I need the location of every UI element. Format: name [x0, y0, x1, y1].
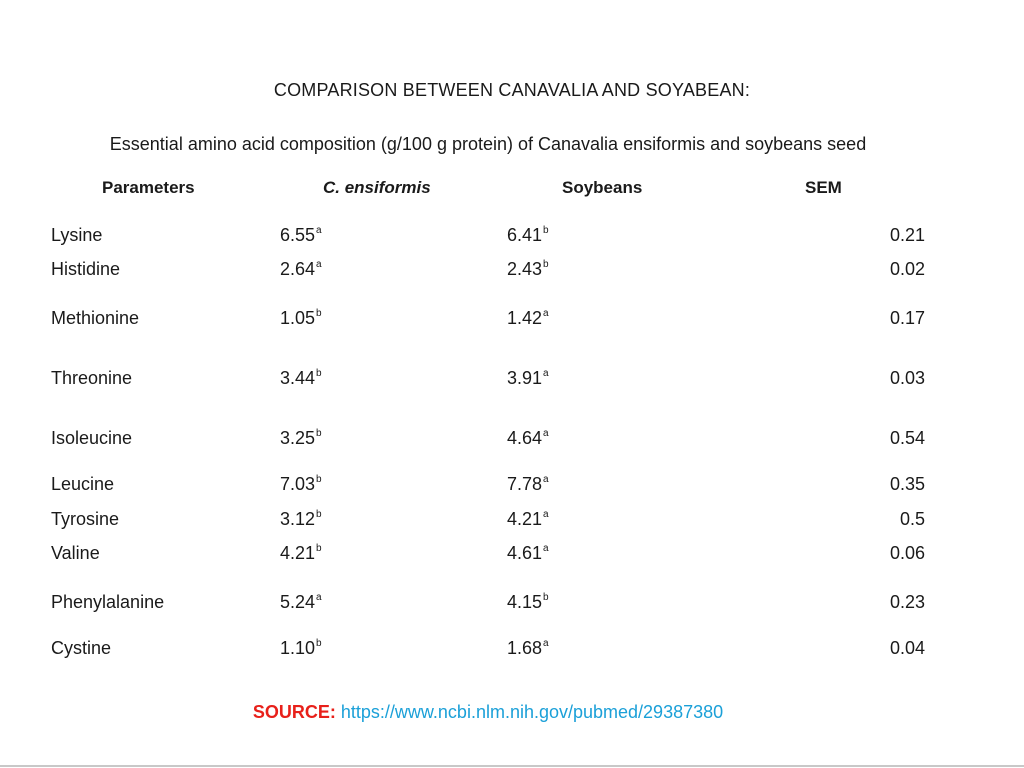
significance-letter: b — [316, 509, 322, 520]
amino-acid-name: Methionine — [51, 308, 140, 328]
amino-acid-name: Valine — [51, 543, 100, 563]
table-row — [0, 509, 1024, 533]
significance-letter: b — [316, 308, 322, 319]
significance-letter: b — [543, 225, 549, 236]
c-ensiformis-value: 6.55$^a$ — [280, 225, 322, 245]
c-ensiformis-value: 4.21$^b$ — [280, 543, 322, 563]
amino-acid-name: Isoleucine — [51, 428, 133, 448]
c-ensiformis-value: 3.25$^b$ — [280, 428, 322, 448]
c-ensiformis-value: 7.03$^b$ — [280, 474, 322, 494]
table-row — [0, 428, 1024, 452]
soybeans-value: 4.64$^a$ — [507, 428, 549, 448]
bottom-divider — [0, 765, 1024, 767]
amino-acid-name: Cystine — [51, 638, 112, 658]
soybeans-value: 4.15$^b$ — [507, 592, 549, 612]
source-line — [0, 702, 976, 723]
header-parameters: Parameters — [102, 178, 195, 197]
significance-letter: a — [316, 225, 322, 236]
significance-letter: b — [316, 474, 322, 485]
c-ensiformis-value: 1.10$^b$ — [280, 638, 322, 658]
c-ensiformis-value: 3.12$^b$ — [280, 509, 322, 529]
significance-letter: a — [543, 474, 549, 485]
amino-acid-name: Threonine — [51, 368, 133, 388]
significance-letter: a — [543, 308, 549, 319]
header-c-ensiformis: C. ensiformis — [323, 178, 431, 197]
soybeans-value: 1.68$^a$ — [507, 638, 549, 658]
sem-value: 0.17 — [889, 308, 925, 328]
table-row — [0, 308, 1024, 332]
sem-value: 0.54 — [889, 428, 925, 448]
page-title: COMPARISON BETWEEN CANAVALIA AND SOYABEAN: — [273, 80, 751, 100]
table-row — [0, 368, 1024, 392]
source-link[interactable]: https://www.ncbi.nlm.nih.gov/pubmed/29387380 — [340, 702, 724, 722]
significance-letter: b — [543, 259, 549, 270]
source-label: SOURCE: — [252, 702, 336, 722]
table-row — [0, 474, 1024, 498]
sem-value: 0.04 — [889, 638, 925, 658]
significance-letter: a — [543, 638, 549, 649]
sem-value: 0.21 — [889, 225, 925, 245]
significance-letter: b — [316, 428, 322, 439]
significance-letter: a — [543, 543, 549, 554]
significance-letter: a — [316, 259, 322, 270]
soybeans-value: 4.61$^a$ — [507, 543, 549, 563]
c-ensiformis-value: 2.64$^a$ — [280, 259, 322, 279]
significance-letter: a — [543, 368, 549, 379]
sem-value: 0.35 — [889, 474, 925, 494]
sem-value: 0.06 — [889, 543, 925, 563]
sem-value: 0.5 — [899, 509, 925, 529]
soybeans-value: 4.21$^a$ — [507, 509, 549, 529]
table-row — [0, 543, 1024, 567]
c-ensiformis-value: 1.05$^b$ — [280, 308, 322, 328]
significance-letter: a — [316, 592, 322, 603]
significance-letter: a — [543, 509, 549, 520]
amino-acid-name: Lysine — [51, 225, 103, 245]
soybeans-value: 7.78$^a$ — [507, 474, 549, 494]
table-row — [0, 259, 1024, 283]
header-soybeans: Soybeans — [562, 178, 643, 197]
amino-acid-name: Leucine — [51, 474, 115, 494]
amino-acid-name: Phenylalanine — [51, 592, 165, 612]
amino-acid-name: Histidine — [51, 259, 121, 279]
amino-acid-name: Tyrosine — [51, 509, 120, 529]
soybeans-value: 6.41$^b$ — [507, 225, 549, 245]
c-ensiformis-value: 5.24$^a$ — [280, 592, 322, 612]
significance-letter: b — [316, 543, 322, 554]
significance-letter: b — [316, 368, 322, 379]
header-sem: SEM — [805, 178, 842, 197]
significance-letter: b — [316, 638, 322, 649]
c-ensiformis-value: 3.44$^b$ — [280, 368, 322, 388]
table-row — [0, 592, 1024, 616]
table-caption: Essential amino acid composition (g/100 g protein) of Canavalia ensiformis and soybeans seed — [109, 134, 867, 154]
soybeans-value: 2.43$^b$ — [507, 259, 549, 279]
table-row — [0, 225, 1024, 249]
sem-value: 0.03 — [889, 368, 925, 388]
sem-value: 0.23 — [889, 592, 925, 612]
significance-letter: b — [543, 592, 549, 603]
soybeans-value: 3.91$^a$ — [507, 368, 549, 388]
sem-value: 0.02 — [889, 259, 925, 279]
soybeans-value: 1.42$^a$ — [507, 308, 549, 328]
table-row — [0, 638, 1024, 662]
significance-letter: a — [543, 428, 549, 439]
